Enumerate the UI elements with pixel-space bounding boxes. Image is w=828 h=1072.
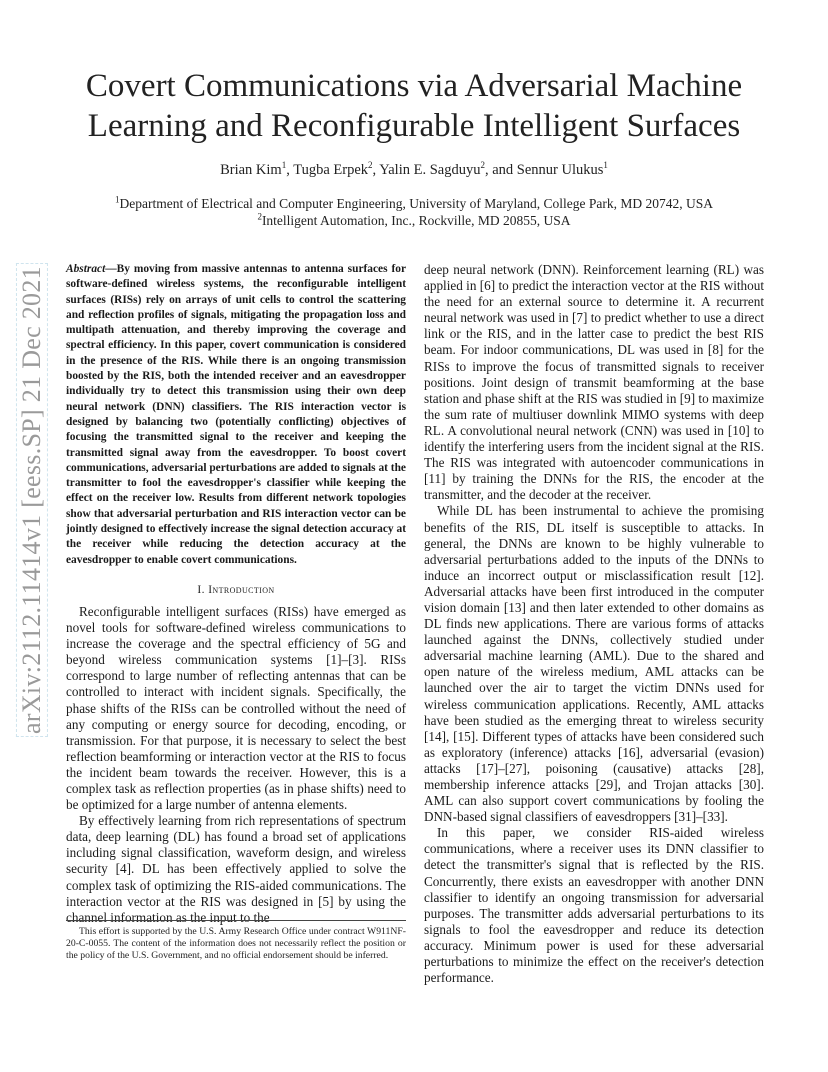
paragraph: deep neural network (DNN). Reinforcement learning (RL) was applied in [6] to predict the interaction vector at the RIS without the need for an external source to determine it. A recurrent neural network was used in [7] to predict whether to use a direct link or the RIS, and in the latter case to predict the best RIS beam. For indoor communications, DL was used in [8] for the RISs to improve the focus of transmitted signals to receiver positions. Joint design of transmit beamforming at the base station and phase shift at the RIS was studied in [9] to maximize the sum rate of multiuser downlink MIMO systems with deep RL. A convolutional neural network (CNN) was used in [10] to identify the interfering users from the incident signal at the RIS. The RIS was integrated with autoencoder communications in [11] by training the DNNs for the RIS, the encoder at the transmitter, and the decoder at the receiver. xyxy=(424,262,764,503)
author-list: Brian Kim$^1$, Tugba Erpek$^2$, Yalin E. Sagduyu$^2$, and Sennur Ulukus$^1$ xyxy=(220,160,608,178)
section-heading xyxy=(66,584,406,596)
abstract-label: Abstract xyxy=(66,263,106,275)
arxiv-identifier-text[interactable]: arXiv:2112.11414v1 [eess.SP] 21 Dec 2021 xyxy=(17,266,46,734)
author-affiliation-mark: 1 xyxy=(603,160,608,171)
abstract-dash: — xyxy=(105,263,117,275)
arxiv-identifier xyxy=(12,240,52,760)
title-line-1: Covert Communications via Adversarial Machine xyxy=(85,68,743,104)
affiliation-text: Intelligent Automation, Inc., Rockville, MD 20855, USA xyxy=(261,213,571,228)
author-name: Tugba Erpek xyxy=(293,162,368,178)
paper-title xyxy=(60,66,768,146)
paragraph: While DL has been instrumental to achieve the promising benefits of the RIS, DL itself is susceptible to attacks. In general, the DNNs are known to be highly vulnerable to adversarial perturbations added to the inputs of the DNNs to induce an incorrect output or misclassification result [12]. Adversarial attacks have been first introduced in the computer vision domain [13] and then later extended to other domains as DL finds new applications. There are various forms of attacks launched against the DNNs, collectively studied under adversarial machine learning (AML). Due to the shared and open nature of the wireless medium, AML attacks can be launched over the air to target the victim DNNs used for wireless communication applications. Recently, AML attacks have been studied as the emerging threat to wireless security [14], [15]. Different types of attacks have been considered such as exploratory (inference) attacks [16], adversarial (evasion) attacks [17]–[27], poisoning (causative) attacks [28], membership inference attacks [29], and Trojan attacks [30]. AML can also support covert communications by fooling the DNN-based signal classifiers of eavesdroppers [31]–[33]. xyxy=(424,503,764,825)
footnote-text: This effort is supported by the U.S. Army Research Office under contract W911NF-20-C-0055. The content of the information does not necessarily reflect the position or the policy of the U.S. Government, and no official endorsement should be inferred. xyxy=(66,926,406,961)
section-number: I. xyxy=(197,583,205,596)
affiliation-mark: 1 xyxy=(115,194,120,205)
left-column xyxy=(66,262,406,926)
affiliation-mark: 2 xyxy=(257,211,262,222)
affiliation-line xyxy=(60,195,768,212)
authors-conjunction: and xyxy=(492,162,514,178)
author-name: Yalin E. Sagduyu xyxy=(379,162,481,178)
author-affiliation-mark: 2 xyxy=(480,160,485,171)
author-name: Brian Kim xyxy=(220,162,282,178)
abstract-text: By moving from massive antennas to antenna surfaces for software-defined wireless systems, the reconfigurable intelligent surfaces (RISs) rely on arrays of unit cells to control the scattering and reflection profiles of signals, mitigating the propagation loss and multipath attenuation, and thereby improving the coverage and spectral efficiency. In this paper, covert communication is considered in the presence of the RIS. While there is an ongoing transmission boosted by the RIS, both the intended receiver and an eavesdropper individually try to detect this transmission using their own deep neural network (DNN) classifiers. The RIS interaction vector is designed by balancing two (potentially conflicting) objectives of focusing the transmitted signal to the receiver and keeping the transmitted signal away from the eavesdropper. To boost covert communications, adversarial perturbations are added to signals at the transmitter to fool the eavesdropper's classifier while keeping the effect on the receiver low. Results from different network topologies show that adversarial perturbation and RIS interaction vector can be jointly designed to effectively increase the signal detection accuracy at the receiver while reducing the detection accuracy at the eavesdropper to enable covert communications. xyxy=(66,263,406,566)
affiliations xyxy=(60,195,768,229)
paragraph: Reconfigurable intelligent surfaces (RISs) have emerged as novel tools for software-defined wireless communications to increase the coverage and the spectral efficiency of 5G and beyond wireless communication systems [1]–[3]. RISs correspond to large number of reflecting antennas that can be controlled to interact with incident signals. Specifically, the phase shifts of the RISs can be controlled without the need of any computing or energy source for decoding, encoding, or transmission. For that purpose, it is necessary to select the best reflection beamforming or interaction vector at the RIS to focus the incident beam towards the receiver. However, this is a complex task as reflection properties (as in phase shifts) need to be optimized for a large number of antenna elements. xyxy=(66,603,406,813)
author-name: Sennur Ulukus xyxy=(516,162,604,178)
author-affiliation-mark: 2 xyxy=(368,160,373,171)
affiliation-line xyxy=(60,212,768,229)
affiliation-text: Department of Electrical and Computer Engineering, University of Maryland, College Park, MD 20742, USA xyxy=(119,196,713,211)
footnote xyxy=(66,920,406,962)
section-title: Introduction xyxy=(208,583,275,596)
paragraph: In this paper, we consider RIS-aided wireless communications, where a receiver uses its DNN classifier to detect the transmitter's signal that is reflected by the RIS. Concurrently, there exists an eavesdropper with another DNN classifier to identify an ongoing transmission for adversarial purposes. The transmitter adds adversarial perturbations to its signals to fool the eavesdropper and reduce its detection accuracy. Minimum power is used for these adversarial perturbations to minimize the effect on the receiver's detection performance. xyxy=(424,825,764,986)
author-affiliation-mark: 1 xyxy=(281,160,287,171)
right-column xyxy=(424,262,764,986)
title-line-2: Learning and Reconfigurable Intelligent Surfaces xyxy=(87,108,741,144)
abstract xyxy=(66,262,406,568)
paragraph: By effectively learning from rich representations of spectrum data, deep learning (DL) has found a broad set of applications including signal classification, waveform design, and wireless security [4]. DL has been effectively applied to solve the complex task of optimizing the RIS-aided communications. The interaction vector at the RIS was designed in [5] by using the channel information as the input to the xyxy=(66,813,406,925)
